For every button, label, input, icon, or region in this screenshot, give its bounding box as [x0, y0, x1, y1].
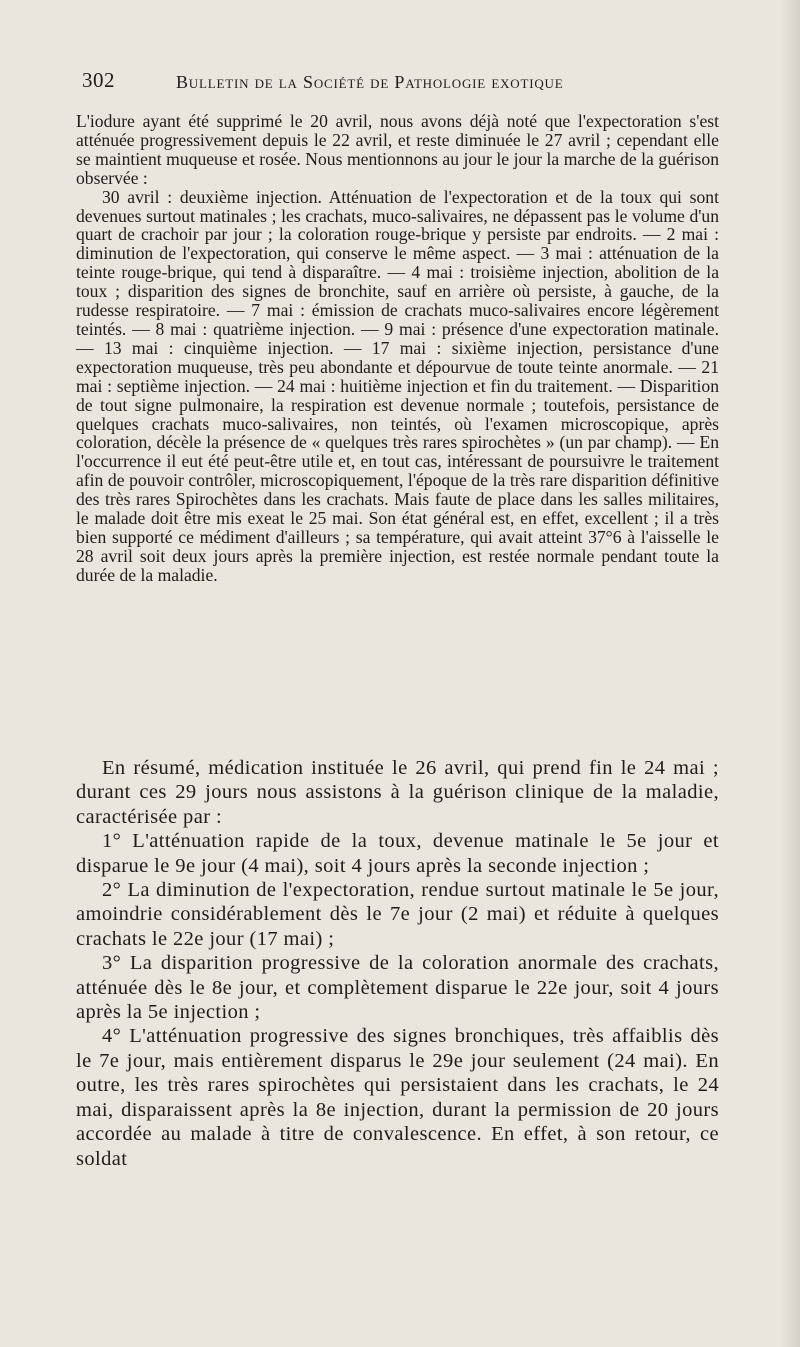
- summary-block: [76, 756, 719, 1171]
- case-observation-block: [76, 112, 719, 585]
- paragraph-daily-progress: 30 avril : deuxième injection. Atténuation de l'expectoration et de la toux qui sont devenues surtout matinales ; les crachats, muco-salivaires, ne dépassent pas le volume d'un quart de crachoir par jour ; la coloration rouge-brique y persiste par endroits. — 2 mai : diminution de l'expectoration, qui conserve le même aspect. — 3 mai : atténuation de la teinte rouge-brique, qui tend à disparaître. — 4 mai : troisième injection, abolition de la toux ; disparition des signes de bronchite, sauf en arrière où persiste, à gauche, de la rudesse respiratoire. — 7 mai : émission de crachats muco-salivaires encore légèrement teintés. — 8 mai : quatrième injection. — 9 mai : présence d'une expectoration matinale. — 13 mai : cinquième injection. — 17 mai : sixième injection, persistance d'une expectoration muqueuse, très peu abondante et dépourvue de toute teinte anormale. — 21 mai : septième injection. — 24 mai : huitième injection et fin du traitement. — Disparition de tout signe pulmonaire, la respiration est devenue normale ; toutefois, persistance de quelques crachats muco-salivaires, non teintés, où l'examen microscopique, après coloration, décèle la présence de « quelques très rares spirochètes » (un par champ). — En l'occurrence il eut été peut-être utile et, en tout cas, intéressant de poursuivre le traitement afin de pouvoir contrôler, microscopiquement, l'époque de la très rare disparition définitive des très rares Spirochètes dans les crachats. Mais faute de place dans les salles militaires, le malade doit être mis exeat le 25 mai. Son état général est, en effet, excellent ; il a très bien supporté ce médiment d'ailleurs ; sa température, qui avait atteint 37°6 à l'aisselle le 28 avril soit deux jours après la première injection, est restée normale pendant toute la durée de la maladie.: [76, 186, 719, 585]
- paragraph-point-3: 3° La disparition progressive de la coloration anormale des crachats, atténuée dès le 8e jour, et complètement disparue le 22e jour, soit 4 jours après la 5e injection ;: [76, 952, 719, 1024]
- paragraph-point-2: 2° La diminution de l'expectoration, rendue surtout matinale le 5e jour, amoindrie considérablement dès le 7e jour (2 mai) et réduite à quelques crachats le 22e jour (17 mai) ;: [76, 879, 719, 950]
- page-edge-shadow: [780, 0, 800, 1347]
- paragraph-iodure: L'iodure ayant été supprimé le 20 avril, nous avons déjà noté que l'expectoration s'est atténuée progressivement depuis le 22 avril, et reste diminuée le 27 avril ; cependant elle se maintient muqueuse et rosée. Nous mentionnons au jour le jour la marche de la guérison observée :: [76, 111, 719, 188]
- page-number: 302: [82, 68, 115, 92]
- running-head: Bulletin de la Société de Pathologie exotique: [176, 72, 564, 92]
- paragraph-summary-intro: En résumé, médication instituée le 26 avril, qui prend fin le 24 mai ; durant ces 29 jours nous assistons à la guérison clinique de la maladie, caractérisée par :: [76, 757, 719, 828]
- paragraph-point-1: 1° L'atténuation rapide de la toux, devenue matinale le 5e jour et disparue le 9e jour (4 mai), soit 4 jours après la seconde injection ;: [76, 830, 719, 877]
- paragraph-point-4: 4° L'atténuation progressive des signes bronchiques, très affaiblis dès le 7e jour, mais entièrement disparus le 29e jour seulement (24 mai). En outre, les très rares spirochètes qui persistaient dans les crachats, le 24 mai, disparaissent après la 8e injection, durant la permission de 20 jours accordée au malade à titre de convalescence. En effet, à son retour, ce soldat: [76, 1025, 719, 1170]
